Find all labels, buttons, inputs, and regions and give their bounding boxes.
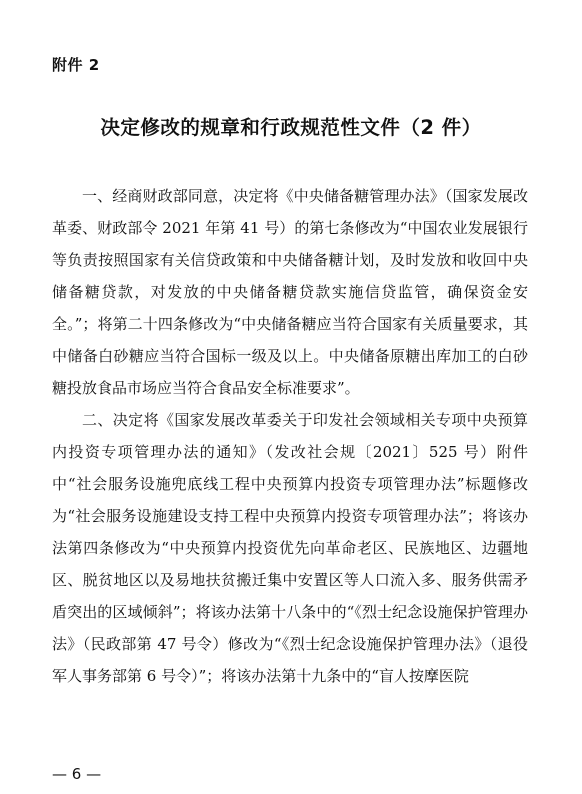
document-title: 决定修改的规章和行政规范性文件（2 件） [100,116,482,139]
paragraph-2: 二、决定将《国家发展改革委关于印发社会领域相关专项中央预算内投资专项管理办法的通知》（发改社会规〔2021〕525 号）附件中“社会服务设施兜底线工程中央预算内投资专项管理办法”标题修改为“社会服务设施建设支持工程中央预算内投资专项管理办法”；将该办法第四条修改为“中央预算内投资优先向革命老区、民族地区、边疆地区、脱贫地区以及易地扶贫搬迁集中安置区等人口流入多、服务供需矛盾突出的区域倾斜”；将该办法第十八条中的“《烈士纪念设施保护管理办法》（民政部第 47 号令）修改为“《烈士纪念设施保护管理办法》（退役军人事务部第 6 号令）”；将该办法第十九条中的“盲人按摩医院 [52,411,528,685]
page-number: — 6 — [52,765,102,783]
document-body [52,180,528,692]
annex-label: 附件 2 [52,56,100,74]
paragraph-1: 一、经商财政部同意，决定将《中央储备糖管理办法》（国家发展改革委、财政部令 2021 年第 41 号）的第七条修改为“中国农业发展银行等负责按照国家有关信贷政策和中央储备糖计划，及时发放和收回中央储备糖贷款，对发放的中央储备糖贷款实施信贷监管，确保资金安全。”；将第二十四条修改为“中央储备糖应当符合国家有关质量要求，其中储备白砂糖应当符合国标一级及以上。中央储备原糖出库加工的白砂糖投放食品市场应当符合食品安全标准要求”。 [52,187,528,397]
